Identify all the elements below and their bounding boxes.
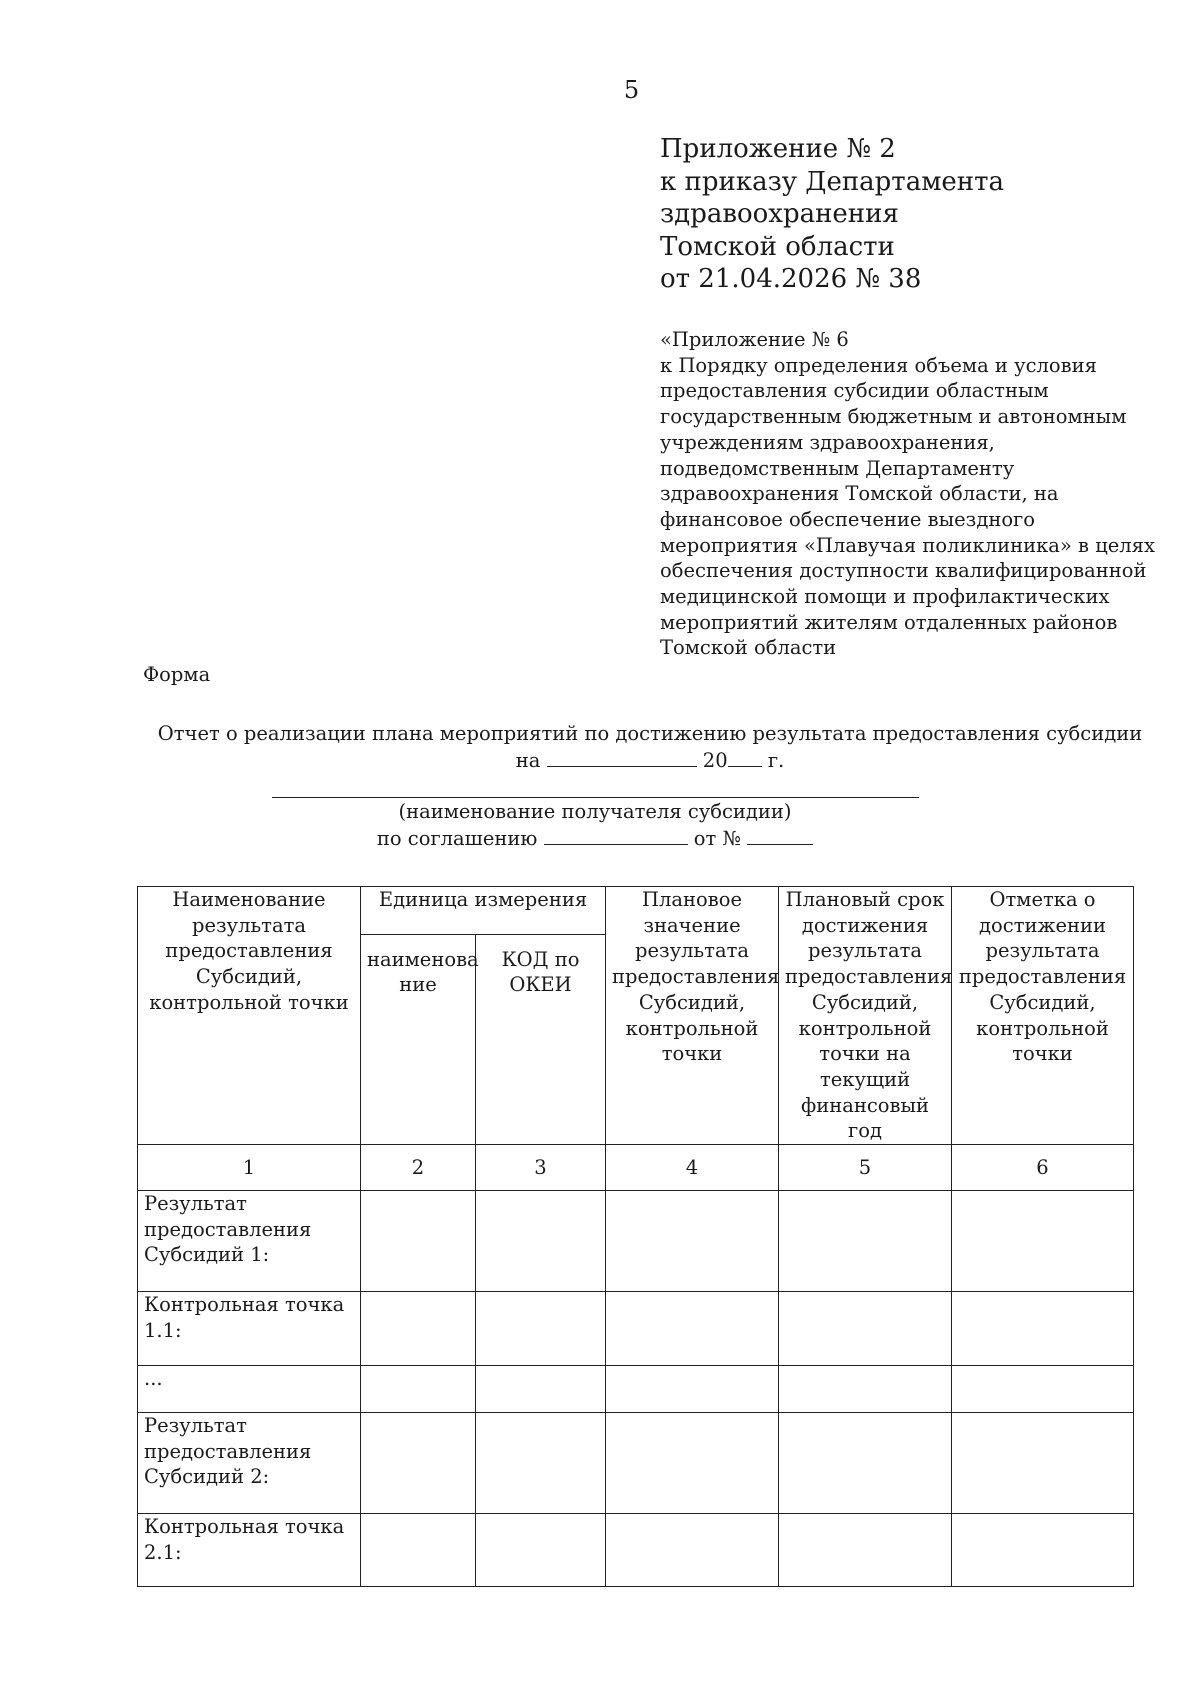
agreement-blank xyxy=(544,826,688,845)
header-okei-code: КОД по ОКЕИ xyxy=(476,934,606,1144)
table-row xyxy=(138,1413,1134,1514)
table-cell[interactable] xyxy=(361,1191,476,1292)
date-blank xyxy=(547,748,697,767)
appendix-line: от 21.04.2026 № 38 xyxy=(660,264,922,294)
header-planned-value: Плановое значение результата предоставления Субсидий, контрольной точки xyxy=(606,887,779,1145)
table-cell[interactable] xyxy=(476,1366,606,1413)
table-header-row xyxy=(138,887,1134,935)
header-unit-name: наименова ние xyxy=(361,934,476,1144)
table-cell[interactable] xyxy=(779,1514,952,1587)
table-cell[interactable] xyxy=(952,1292,1134,1366)
appendix6-line: к Порядку определения объема и условия xyxy=(660,353,1097,377)
table-cell[interactable] xyxy=(361,1413,476,1514)
table-cell[interactable] xyxy=(476,1292,606,1366)
table-cell[interactable] xyxy=(476,1413,606,1514)
page-number: 5 xyxy=(623,76,640,104)
appendix6-line: мероприятия «Плавучая поликлиника» в целях xyxy=(660,533,1155,557)
table-cell[interactable] xyxy=(361,1514,476,1587)
appendix6-line: «Приложение № 6 xyxy=(660,328,849,351)
appendix6-line: здравоохранения Томской области, на xyxy=(660,482,1059,506)
column-number: 6 xyxy=(952,1145,1134,1191)
row-label: Результат предоставления Субсидий 1: xyxy=(138,1191,361,1292)
table-cell[interactable] xyxy=(779,1191,952,1292)
table-cell[interactable] xyxy=(606,1413,779,1514)
column-number: 3 xyxy=(476,1145,606,1191)
table-row xyxy=(138,1191,1134,1292)
appendix6-line: медицинской помощи и профилактических xyxy=(660,585,1110,609)
agreement-from: от № xyxy=(693,827,741,850)
appendix6-line: финансовое обеспечение выездного xyxy=(660,507,1036,531)
appendix6-line: мероприятий жителям отдаленных районов xyxy=(660,610,1118,634)
report-date-line xyxy=(0,748,1200,772)
agreement-prefix: по соглашению xyxy=(376,827,538,850)
table-cell[interactable] xyxy=(779,1413,952,1514)
agreement-number-blank xyxy=(747,826,813,845)
column-number-row xyxy=(138,1145,1134,1191)
date-prefix: на xyxy=(515,749,541,772)
table-cell[interactable] xyxy=(606,1366,779,1413)
column-number: 1 xyxy=(138,1145,361,1191)
table-cell[interactable] xyxy=(476,1191,606,1292)
table-cell[interactable] xyxy=(779,1366,952,1413)
form-label: Форма xyxy=(143,663,211,686)
table-cell[interactable] xyxy=(476,1514,606,1587)
appendix6-line: учреждениям здравоохранения, xyxy=(660,430,995,454)
table-cell[interactable] xyxy=(952,1514,1134,1587)
row-label: ... xyxy=(138,1366,361,1413)
report-table xyxy=(137,886,1134,1587)
table-row xyxy=(138,1514,1134,1587)
recipient-caption: (наименование получателя субсидии) xyxy=(398,800,792,823)
date-suffix: г. xyxy=(767,749,785,772)
table-cell[interactable] xyxy=(952,1191,1134,1292)
date-year: 20 xyxy=(702,749,728,772)
report-title: Отчет о реализации плана мероприятий по достижению результата предоставления субсидии xyxy=(157,722,1143,745)
table-cell[interactable] xyxy=(606,1292,779,1366)
appendix6-line: обеспечения доступности квалифицированной xyxy=(660,559,1147,583)
row-label: Результат предоставления Субсидий 2: xyxy=(138,1413,361,1514)
table-cell[interactable] xyxy=(952,1366,1134,1413)
table-cell[interactable] xyxy=(361,1292,476,1366)
appendix6-line: подведомственным Департаменту xyxy=(660,456,1015,480)
header-unit-group: Единица измерения xyxy=(361,887,606,935)
appendix6-line: Томской области xyxy=(660,636,837,660)
table-cell[interactable] xyxy=(606,1514,779,1587)
appendix-line: здравоохранения xyxy=(660,199,899,229)
agreement-line xyxy=(0,826,1190,850)
column-number: 5 xyxy=(779,1145,952,1191)
recipient-name-line xyxy=(272,797,919,798)
appendix6-header xyxy=(660,327,1155,661)
year-blank xyxy=(728,748,762,767)
appendix-header xyxy=(660,133,1004,296)
column-number: 2 xyxy=(361,1145,476,1191)
table-cell[interactable] xyxy=(952,1413,1134,1514)
row-label: Контрольная точка 2.1: xyxy=(138,1514,361,1587)
column-number: 4 xyxy=(606,1145,779,1191)
table-row xyxy=(138,1292,1134,1366)
appendix-line: Томской области xyxy=(660,231,895,262)
table-cell[interactable] xyxy=(361,1366,476,1413)
header-result-name: Наименование результата предоставления Субсидий, контрольной точки xyxy=(138,887,361,1145)
appendix-line: к приказу Департамента xyxy=(660,166,1005,197)
table-row xyxy=(138,1366,1134,1413)
appendix6-line: государственным бюджетным и автономным xyxy=(660,405,1127,429)
appendix-line: Приложение № 2 xyxy=(660,134,896,164)
row-label: Контрольная точка 1.1: xyxy=(138,1292,361,1366)
header-achievement-mark: Отметка о достижении результата предоставления Субсидий, контрольной точки xyxy=(952,887,1134,1145)
header-planned-deadline: Плановый срок достижения результата предоставления Субсидий, контрольной точки на текущий финансовый год xyxy=(779,887,952,1145)
table-cell[interactable] xyxy=(606,1191,779,1292)
appendix6-line: предоставления субсидии областным xyxy=(660,379,1049,403)
table-cell[interactable] xyxy=(779,1292,952,1366)
